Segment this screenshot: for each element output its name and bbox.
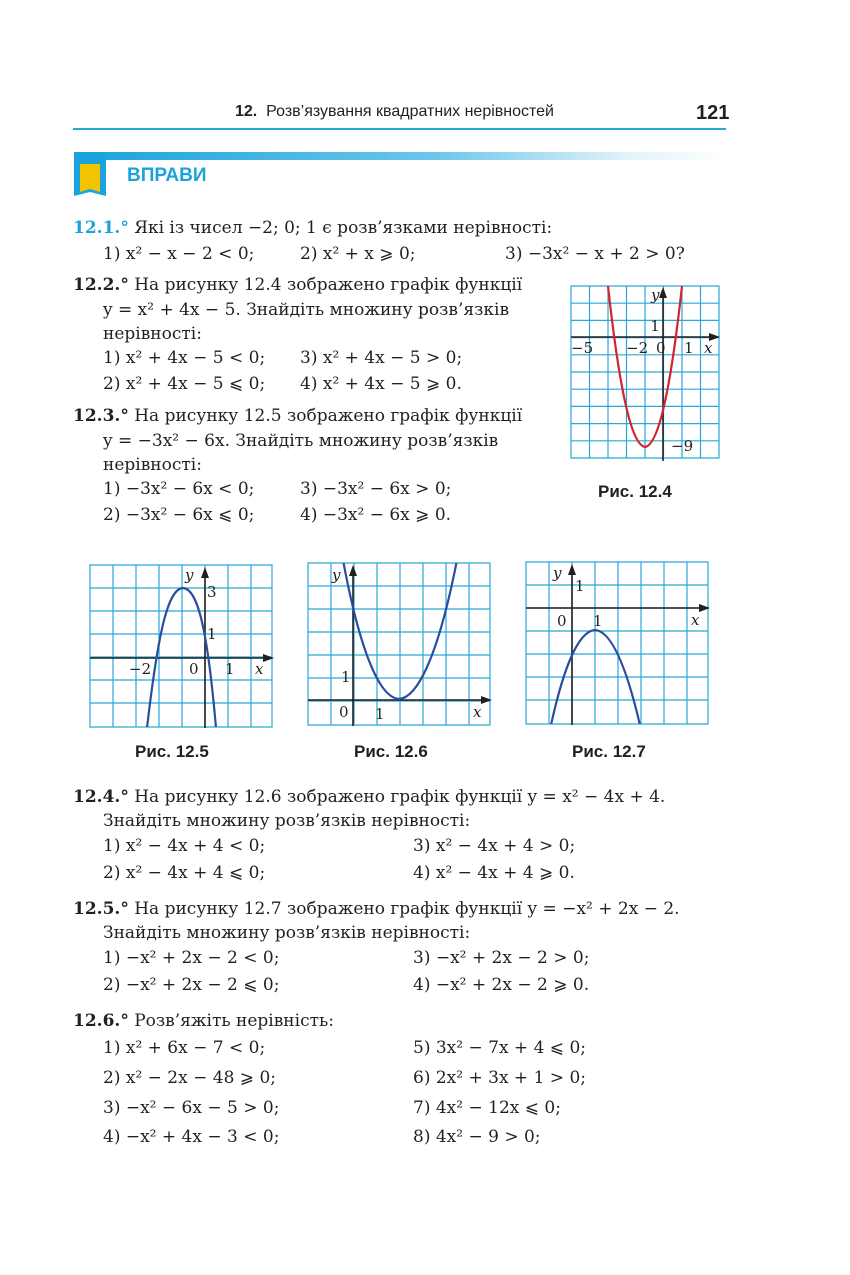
tick-label: 0 xyxy=(189,660,199,678)
exercise-text: Знайдіть множину розв’язків нерівності: xyxy=(103,923,471,943)
chapter-title: Розв’язування квадратних нерівностей xyxy=(266,103,554,120)
exercise-item: 2) x² − 4x + 4 ⩽ 0; xyxy=(103,863,266,883)
exercise-item: 7) 4x² − 12x ⩽ 0; xyxy=(413,1098,561,1118)
exercise-item: 3) x² + 4x − 5 > 0; xyxy=(300,348,463,368)
exercise-number: 12.3.° xyxy=(73,406,129,426)
tick-label: 1 xyxy=(375,705,385,723)
running-header xyxy=(235,103,554,121)
exercise-text: Знайдіть множину розв’язків нерівності: xyxy=(103,811,471,831)
exercise-text: Які із чисел −2; 0; 1 є розв’язками нерівності: xyxy=(134,218,553,238)
figure-caption-12-7: Рис. 12.7 xyxy=(572,742,646,761)
exercise-12-1 xyxy=(73,216,552,240)
tick-label: 0 xyxy=(557,612,567,630)
exercise-item: 5) 3x² − 7x + 4 ⩽ 0; xyxy=(413,1038,586,1058)
exercise-item: 2) x² − 2x − 48 ⩾ 0; xyxy=(103,1068,276,1088)
page-number: 121 xyxy=(696,102,730,124)
exercise-text: нерівності: xyxy=(103,324,202,344)
tick-label: 1 xyxy=(593,612,603,630)
exercise-item: 4) −x² + 2x − 2 ⩾ 0. xyxy=(413,975,590,995)
tick-label: −2 xyxy=(129,660,152,678)
exercise-text: На рисунку 12.7 зображено графік функції y = −x² + 2x − 2. xyxy=(134,899,680,919)
tick-label: −2 xyxy=(626,339,649,357)
exercise-text: На рисунку 12.6 зображено графік функції y = x² − 4x + 4. xyxy=(134,787,666,807)
exercise-item: 3) x² − 4x + 4 > 0; xyxy=(413,836,576,856)
tick-label: 3 xyxy=(207,583,217,601)
exercise-number: 12.6.° xyxy=(73,1011,129,1031)
exercise-item: 1) −x² + 2x − 2 < 0; xyxy=(103,948,280,968)
exercise-12-5 xyxy=(73,897,680,921)
tick-label: 0 xyxy=(656,339,666,357)
exercise-item: 2) −x² + 2x − 2 ⩽ 0; xyxy=(103,975,280,995)
axis-label-x: x xyxy=(691,611,700,629)
exercise-item: 2) x² + 4x − 5 ⩽ 0; xyxy=(103,374,266,394)
exercise-item: 1) x² − x − 2 < 0; xyxy=(103,244,255,264)
axis-label-y: y xyxy=(332,566,341,584)
exercise-item: 1) −3x² − 6x < 0; xyxy=(103,479,255,499)
exercise-number: 12.5.° xyxy=(73,899,129,919)
exercise-text: y = x² + 4x − 5. Знайдіть множину розв’язків xyxy=(103,300,510,320)
figure-12-6 xyxy=(307,562,493,726)
axis-label-x: x xyxy=(255,660,264,678)
tick-label: 1 xyxy=(341,668,351,686)
axis-label-y: y xyxy=(185,566,194,584)
exercise-12-3 xyxy=(73,404,522,428)
exercise-text: На рисунку 12.5 зображено графік функції xyxy=(134,406,523,426)
exercise-item: 1) x² + 4x − 5 < 0; xyxy=(103,348,266,368)
axis-label-y: y xyxy=(651,286,660,304)
section-tab-icon xyxy=(72,152,108,202)
exercise-item: 1) x² + 6x − 7 < 0; xyxy=(103,1038,266,1058)
figure-caption-12-5: Рис. 12.5 xyxy=(135,742,209,761)
figure-12-4 xyxy=(570,285,722,461)
exercise-12-2 xyxy=(73,273,522,297)
tick-label: 1 xyxy=(225,660,235,678)
figure-12-5 xyxy=(89,564,275,728)
section-title: ВПРАВИ xyxy=(127,165,207,186)
exercise-item: 2) x² + x ⩾ 0; xyxy=(300,244,416,264)
chapter-number: 12. xyxy=(235,103,258,120)
axis-label-x: x xyxy=(704,339,713,357)
tick-label: 1 xyxy=(575,577,585,595)
exercise-text: Розв’яжіть нерівність: xyxy=(134,1011,334,1031)
exercise-text: нерівності: xyxy=(103,455,202,475)
exercise-item: 4) x² + 4x − 5 ⩾ 0. xyxy=(300,374,462,394)
exercise-item: 3) −3x² − x + 2 > 0? xyxy=(505,244,685,264)
exercise-item: 3) −x² + 2x − 2 > 0; xyxy=(413,948,590,968)
tick-label: 0 xyxy=(339,703,349,721)
exercise-12-6 xyxy=(73,1009,334,1033)
exercise-item: 3) −x² − 6x − 5 > 0; xyxy=(103,1098,280,1118)
exercise-text: y = −3x² − 6x. Знайдіть множину розв’язків xyxy=(103,431,499,451)
exercise-item: 2) −3x² − 6x ⩽ 0; xyxy=(103,505,255,525)
exercise-item: 3) −3x² − 6x > 0; xyxy=(300,479,452,499)
tick-label: 1 xyxy=(207,625,217,643)
exercise-12-4 xyxy=(73,785,665,809)
tick-label: 1 xyxy=(684,339,694,357)
exercise-number: 12.1.° xyxy=(73,218,129,238)
figure-caption-12-6: Рис. 12.6 xyxy=(354,742,428,761)
exercise-item: 6) 2x² + 3x + 1 > 0; xyxy=(413,1068,586,1088)
tick-label: −9 xyxy=(671,437,694,455)
exercise-number: 12.4.° xyxy=(73,787,129,807)
axis-label-x: x xyxy=(473,703,482,721)
tick-label: −5 xyxy=(571,339,594,357)
tick-label: 1 xyxy=(650,317,660,335)
exercise-item: 4) −x² + 4x − 3 < 0; xyxy=(103,1127,280,1147)
figure-caption-12-4: Рис. 12.4 xyxy=(598,482,672,501)
figure-12-7 xyxy=(525,561,711,725)
section-bar xyxy=(80,152,726,160)
exercise-item: 4) x² − 4x + 4 ⩾ 0. xyxy=(413,863,575,883)
exercise-item: 8) 4x² − 9 > 0; xyxy=(413,1127,541,1147)
exercise-text: На рисунку 12.4 зображено графік функції xyxy=(134,275,523,295)
header-rule xyxy=(73,128,726,130)
exercise-number: 12.2.° xyxy=(73,275,129,295)
exercise-item: 4) −3x² − 6x ⩾ 0. xyxy=(300,505,452,525)
axis-label-y: y xyxy=(553,564,562,582)
exercise-item: 1) x² − 4x + 4 < 0; xyxy=(103,836,266,856)
